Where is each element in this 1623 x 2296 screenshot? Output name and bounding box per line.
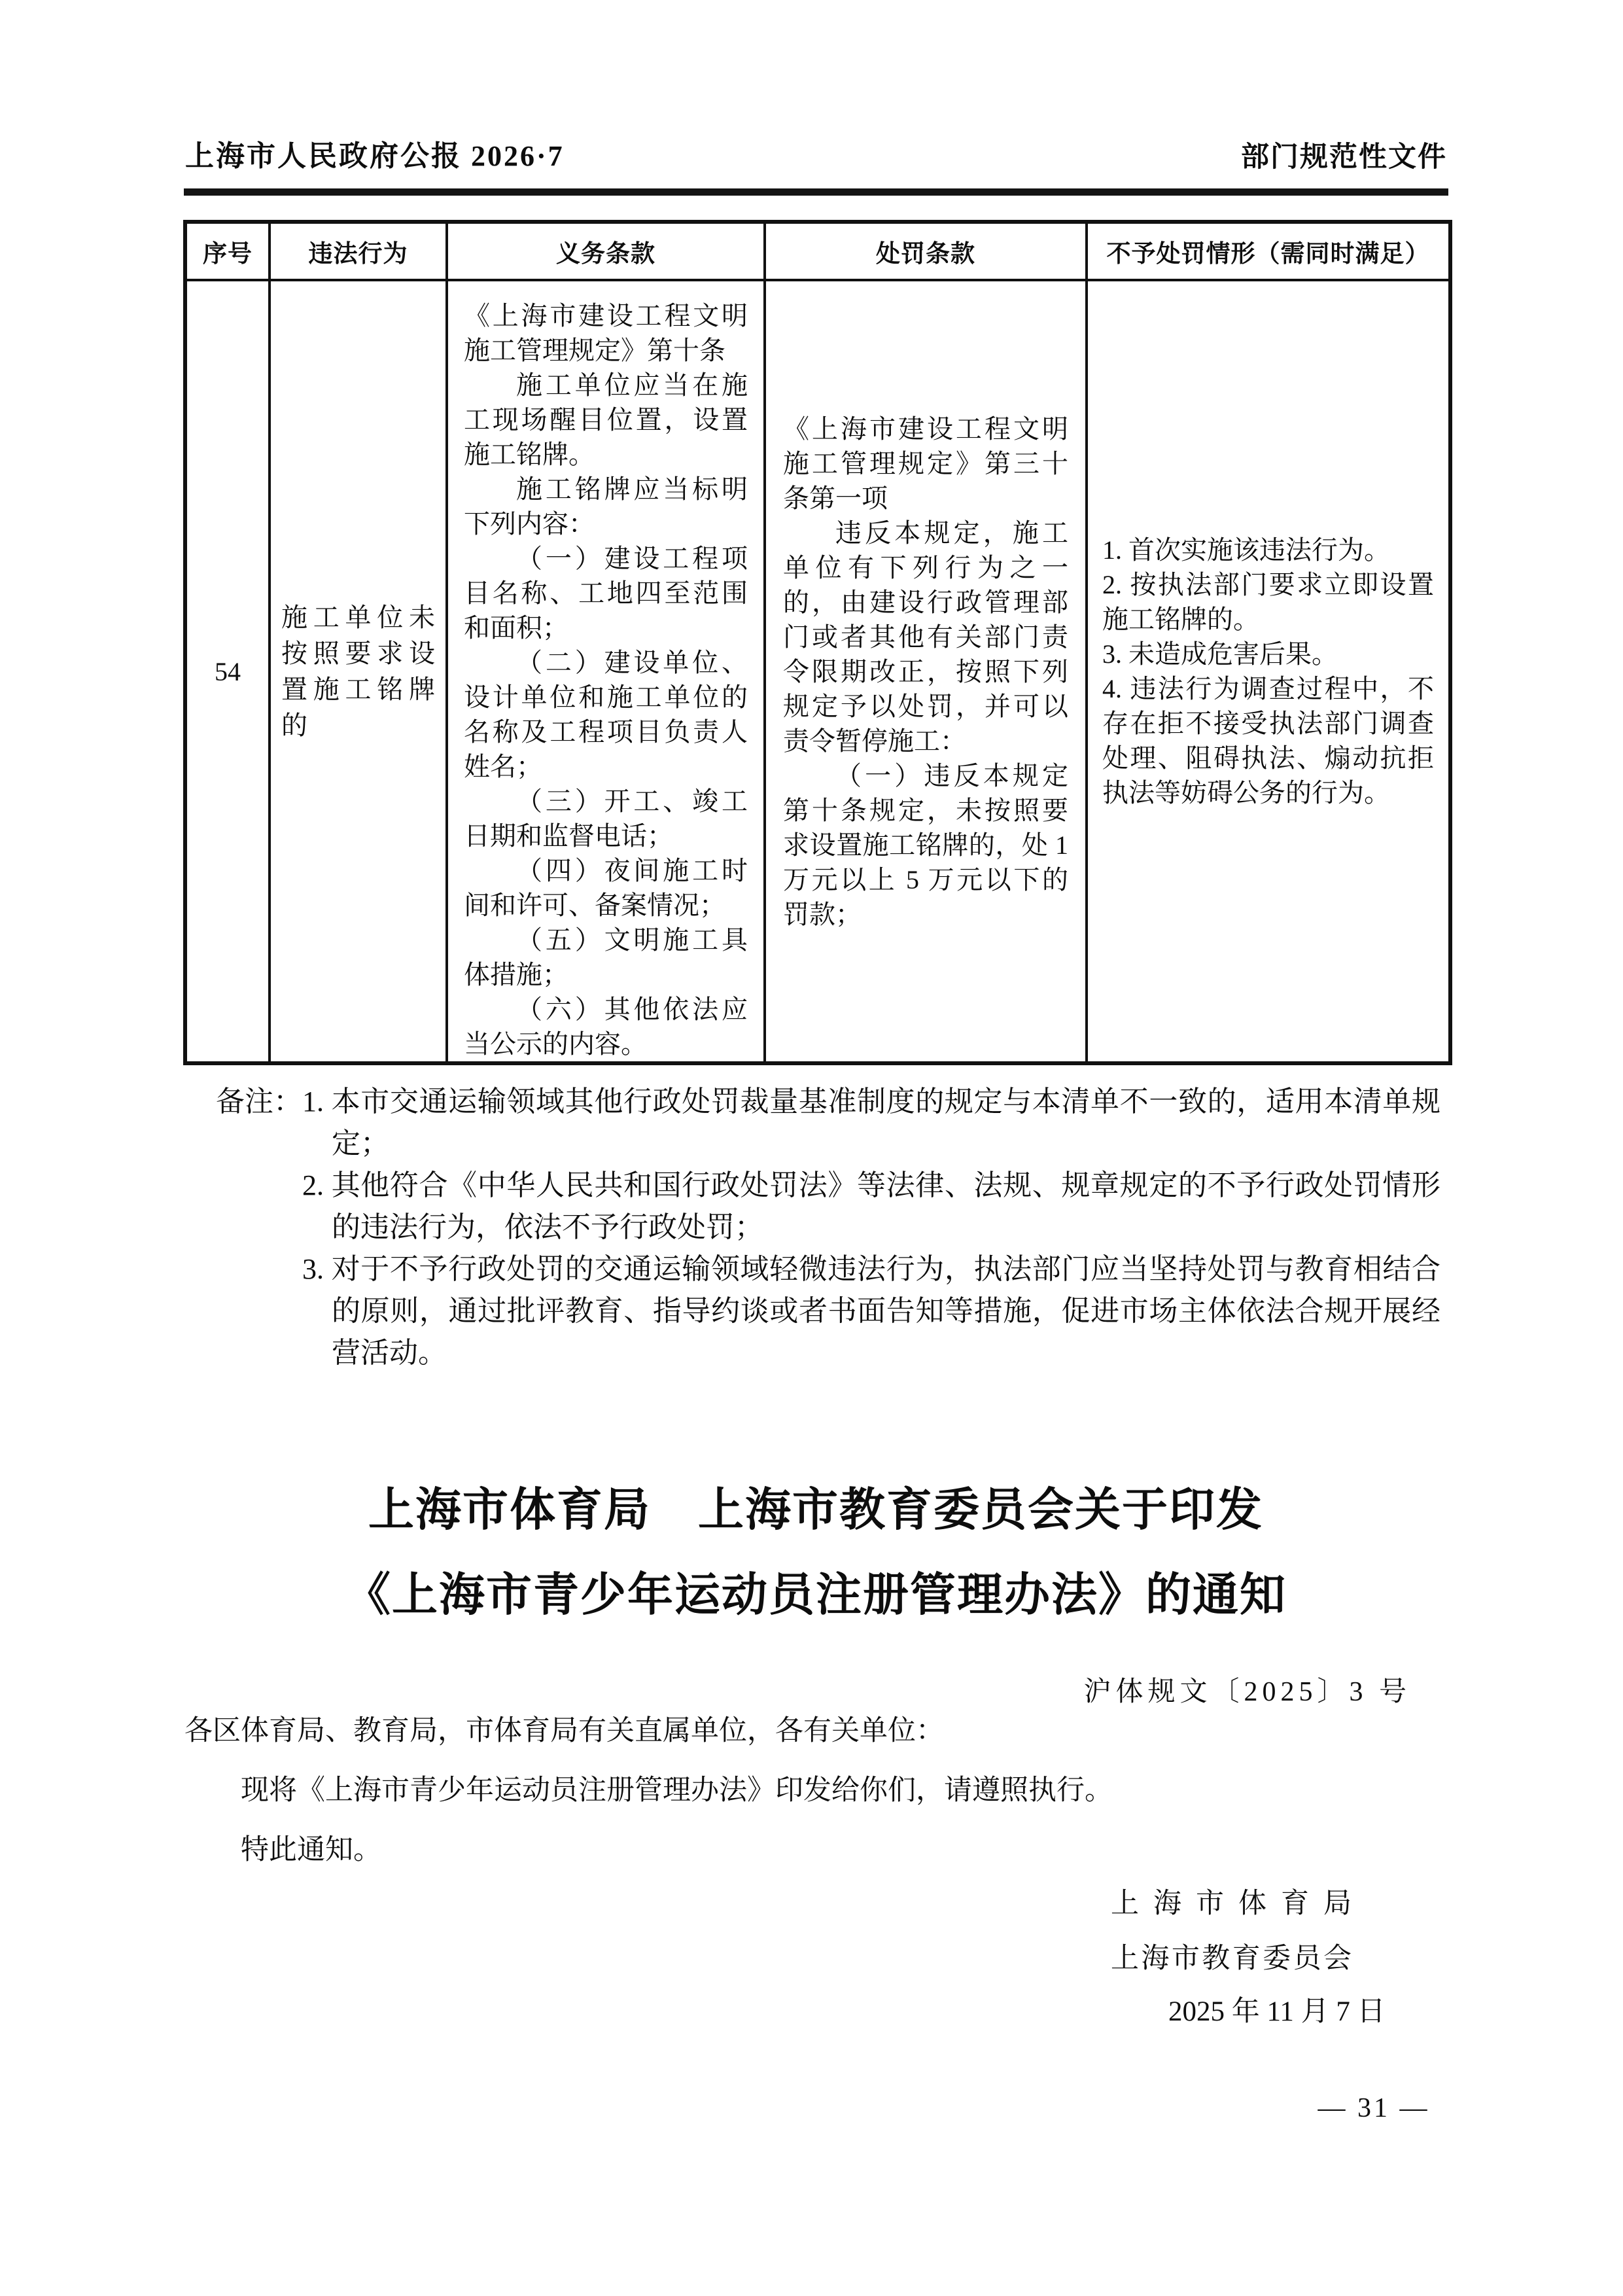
salutation: 各区体育局、教育局，市体育局有关直属单位，各有关单位： — [184, 1716, 944, 1746]
col-header-penalty-clause: 处罚条款 — [765, 222, 1087, 280]
obligation-clause-text — [464, 298, 748, 1061]
paragraph: （四）夜间施工时间和许可、备案情况； — [464, 856, 748, 920]
signature-block — [1111, 1877, 1352, 1987]
table-row — [185, 280, 1450, 1063]
paragraph: （三）开工、竣工日期和监督电话； — [464, 786, 748, 851]
body-paragraph: 特此通知。 — [241, 1835, 381, 1865]
page-number: — 31 — — [1318, 2093, 1430, 2123]
signature-education-commission: 上海市教育委员会 — [1111, 1943, 1352, 1974]
header-rule — [184, 188, 1448, 196]
remarks-items — [302, 1081, 1440, 1374]
paragraph: （一）违反本规定第十条规定，未按照要求设置施工铭牌的，处 1 万元以上 5 万元以下的罚款； — [783, 760, 1068, 929]
paragraph: 《上海市建设工程文明施工管理规定》第十条 — [464, 301, 748, 365]
paragraph: 1. 首次实施该违法行为。 — [1102, 535, 1390, 565]
signature-sports-bureau: 上海市体育局 — [1111, 1888, 1352, 1919]
document-number: 沪体规文〔2025〕3 号 — [1083, 1677, 1411, 1707]
notice-body — [184, 1701, 1448, 1880]
col-header-illegal-act: 违法行为 — [270, 222, 447, 280]
cell-illegal-act — [270, 280, 447, 1063]
table-header-row — [185, 222, 1450, 280]
paragraph: 施工单位应当在施工现场醒目位置，设置施工铭牌。 — [464, 370, 748, 469]
penalty-exemption-table — [183, 220, 1452, 1065]
cell-no-penalty-conditions — [1087, 280, 1450, 1063]
paragraph: 4. 违法行为调查过程中，不存在拒不接受执法部门调查处理、阻碍执法、煽动抗拒执法等妨碍公务的行为。 — [1102, 674, 1434, 807]
gazette-issue-header: 上海市人民政府公报 2026·7 — [185, 140, 565, 172]
section-label: 部门规范性文件 — [1241, 142, 1447, 173]
paragraph: （一）建设工程项目名称、工地四至范围和面积； — [464, 544, 748, 643]
remarks-label: 备注： — [216, 1086, 302, 1118]
paragraph: 违反本规定，施工单位有下列行为之一的，由建设行政管理部门或者其他有关部门责令限期改正，按照下列规定予以处罚，并可以责令暂停施工： — [783, 518, 1068, 756]
col-header-seq: 序号 — [185, 222, 270, 280]
notice-title-line1: 上海市体育局 上海市教育委员会关于印发 — [368, 1484, 1263, 1535]
paragraph: 施工铭牌应当标明下列内容： — [464, 474, 748, 539]
cell-obligation-clause — [447, 280, 765, 1063]
illegal-act-text: 施工单位未按照要求设置施工铭牌的 — [281, 603, 435, 740]
remarks-section — [216, 1081, 1446, 1374]
paragraph: 3. 对于不予行政处罚的交通运输领域轻微违法行为，执法部门应当坚持处罚与教育相结合的原则，通过批评教育、指导约谈或者书面告知等措施，促进市场主体依法合规开展经营活动。 — [302, 1253, 1440, 1369]
body-paragraph: 现将《上海市青少年运动员注册管理办法》印发给你们，请遵照执行。 — [241, 1775, 1113, 1806]
cell-penalty-clause — [765, 280, 1087, 1063]
no-penalty-conditions-text — [1102, 533, 1434, 810]
paragraph: 《上海市建设工程文明施工管理规定》第三十条第一项 — [783, 414, 1068, 513]
paragraph: 3. 未造成危害后果。 — [1102, 639, 1338, 669]
col-header-obligation-clause: 义务条款 — [447, 222, 765, 280]
cell-seq: 54 — [185, 280, 270, 1063]
paragraph: （六）其他依法应当公示的内容。 — [464, 995, 748, 1059]
notice-title — [183, 1467, 1448, 1637]
notice-title-line2: 《上海市青少年运动员注册管理办法》的通知 — [345, 1569, 1287, 1620]
paragraph: （二）建设单位、设计单位和施工单位的名称及工程项目负责人姓名； — [464, 648, 748, 781]
paragraph: 2. 按执法部门要求立即设置施工铭牌的。 — [1102, 570, 1434, 634]
paragraph: 2. 其他符合《中华人民共和国行政处罚法》等法律、法规、规章规定的不予行政处罚情形的违法行为，依法不予行政处罚； — [302, 1169, 1440, 1243]
paragraph: 1. 本市交通运输领域其他行政处罚裁量基准制度的规定与本清单不一致的，适用本清单规定； — [302, 1086, 1440, 1159]
penalty-clause-text — [783, 412, 1068, 932]
notice-date: 2025 年 11 月 7 日 — [1168, 1996, 1386, 2027]
col-header-no-penalty-conditions: 不予处罚情形（需同时满足） — [1087, 222, 1450, 280]
paragraph: （五）文明施工具体措施； — [464, 925, 748, 989]
